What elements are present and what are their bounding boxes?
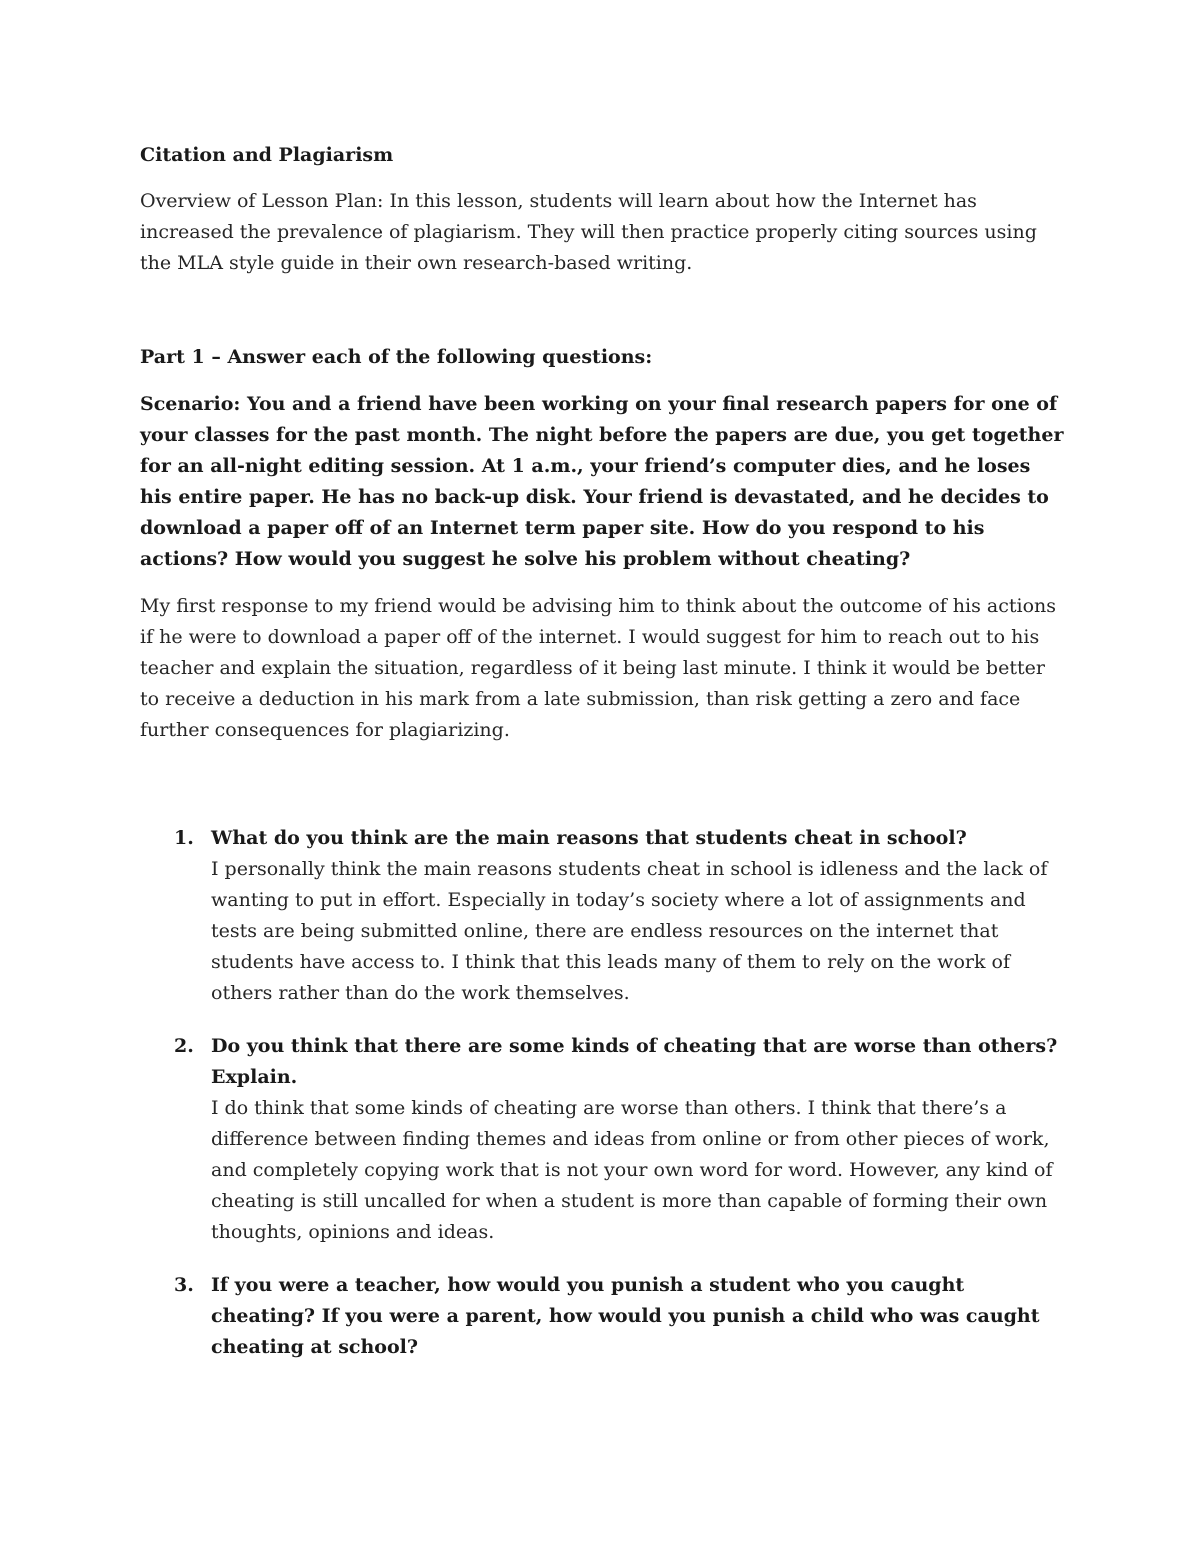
document-page [140,140,1065,1385]
answer-text: I do think that some kinds of cheating are worse than others. I think that there’s a difference between finding themes and ideas from online or from other pieces of work, and completely copying work that is not your own word for word. However, any kind of cheating is still uncalled for when a student is more than capable of forming their own thoughts, opinions and ideas. [211,1097,1053,1243]
question-number: 2. [174,1035,194,1057]
scenario-paragraph: Scenario: You and a friend have been working on your final research papers for one of your classes for the past month. The night before the papers are due, you get together for an all-night editing session. At 1 a.m., your friend’s computer dies, and he loses his entire paper. He has no back-up disk. Your friend is devastated, and he decides to download a paper off of an Internet term paper site. How do you respond to his actions? How would you suggest he solve his problem without cheating? [140,393,1064,570]
question-text: What do you think are the main reasons that students cheat in school? [211,827,967,849]
scenario-response: My first response to my friend would be advising him to think about the outcome of his actions if he were to download a paper off of the internet. I would suggest for him to reach out to his teacher and explain the situation, regardless of it being last minute. I think it would be better to receive a deduction in his mark from a late submission, than risk getting a zero and face further consequences for plagiarizing. [140,595,1056,741]
question-number: 1. [174,827,194,849]
question-number: 3. [174,1274,194,1296]
question-text: Do you think that there are some kinds of cheating that are worse than others? Explain. [211,1035,1058,1088]
question-item-1 [140,823,1065,1009]
question-item-3 [140,1270,1065,1363]
question-list [140,823,1065,1363]
document-title: Citation and Plagiarism [140,144,394,166]
part1-heading: Part 1 – Answer each of the following questions: [140,346,653,368]
question-text: If you were a teacher, how would you punish a student who you caught cheating? If you were a parent, how would you punish a child who was caught cheating at school? [211,1274,1040,1358]
answer-text: I personally think the main reasons students cheat in school is idleness and the lack of wanting to put in effort. Especially in today’s society where a lot of assignments and tests are being submitted online, there are endless resources on the internet that students have access to. I think that this leads many of them to rely on the work of others rather than do the work themselves. [211,858,1048,1004]
overview-paragraph: Overview of Lesson Plan: In this lesson, students will learn about how the Internet has increased the prevalence of plagiarism. They will then practice properly citing sources using the MLA style guide in their own research-based writing. [140,190,1037,274]
question-item-2 [140,1031,1065,1248]
